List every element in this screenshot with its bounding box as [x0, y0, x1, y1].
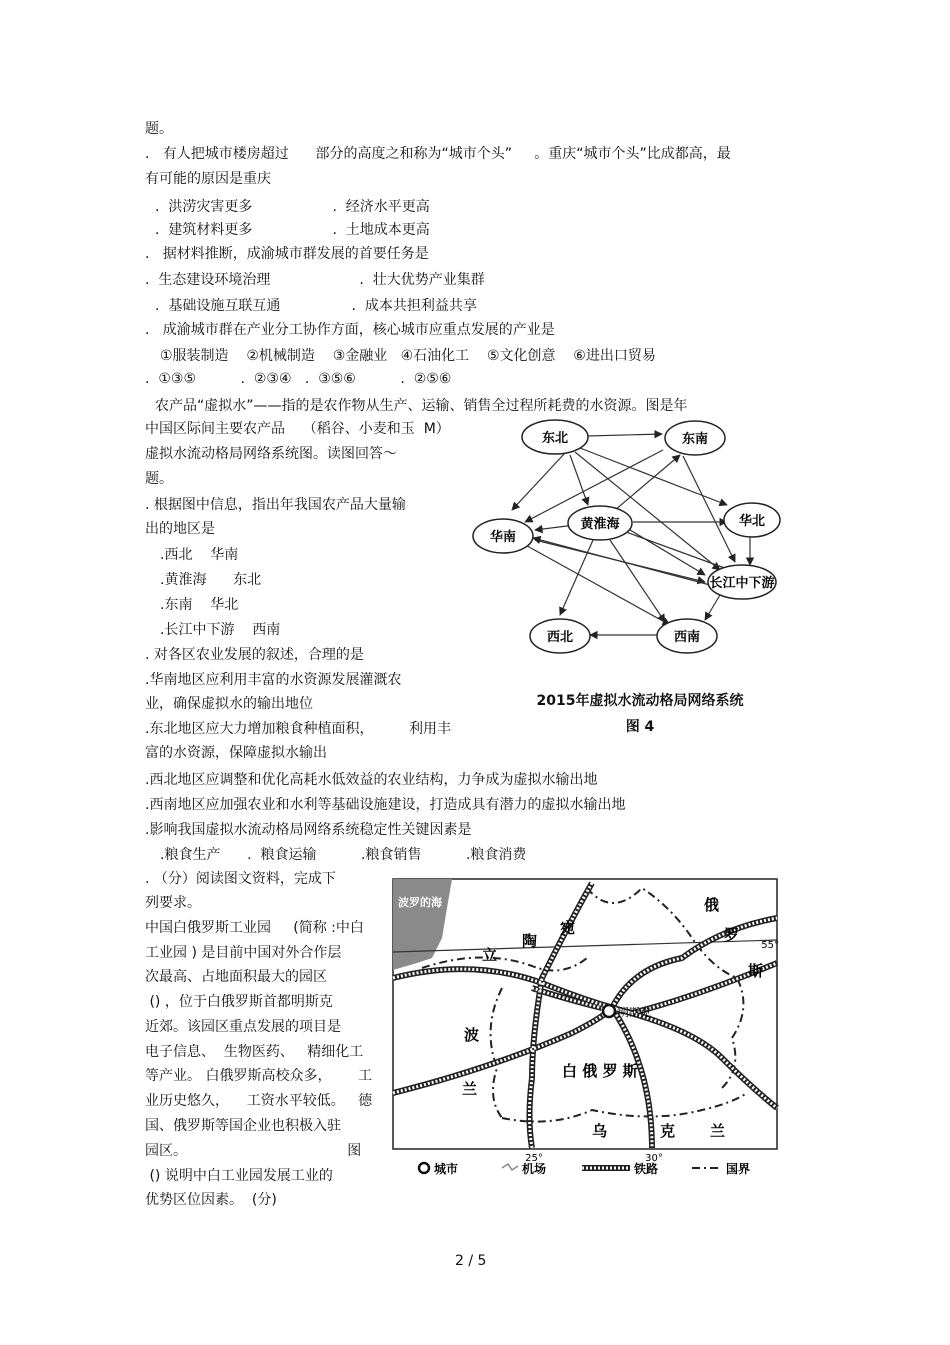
node-xibei: [530, 619, 590, 653]
text-line: . 洪涝灾害更多 . 经济水平更高: [155, 199, 430, 215]
text-line: .影响我国虚拟水流动格局网络系统稳定性关键因素是: [145, 822, 472, 838]
svg-text:兰: 兰: [710, 1122, 726, 1140]
text-line: 虚拟水流动格局网络系统图。读图回答～: [145, 446, 397, 462]
text-line: () 说明中白工业园发展工业的: [145, 1168, 333, 1184]
svg-text:东南: 东南: [681, 432, 709, 447]
svg-text:明斯克: 明斯克: [618, 1006, 651, 1019]
text-line: 业历史悠久， 工资水平较低。 德: [145, 1093, 373, 1109]
belarus-map: [392, 878, 780, 1178]
node-xinan: [657, 619, 717, 653]
svg-text:波罗的海: 波罗的海: [398, 896, 442, 909]
text-line: 近郊。该园区重点发展的项目是: [145, 1019, 341, 1035]
svg-text:55°: 55°: [761, 940, 779, 951]
text-line: 国、俄罗斯等国企业也积极入驻: [145, 1118, 341, 1134]
text-line: . 对各区农业发展的叙述，合理的是: [145, 647, 364, 663]
text-line: 题。: [145, 471, 173, 487]
text-line: . 有人把城市楼房超过 部分的高度之和称为“城市个头” 。重庆“城市个头”比成都高，最: [145, 146, 731, 162]
text-line: 等产业。 白俄罗斯高校众多， 工: [145, 1068, 373, 1084]
svg-text:国界: 国界: [726, 1162, 751, 1176]
text-line: 园区。 图: [145, 1143, 362, 1159]
virtual-water-network-diagram: [465, 410, 785, 670]
text-line: .东北地区应大力增加粮食种植面积， 利用丰: [145, 721, 452, 737]
text-line: 次最高、占地面积最大的园区: [145, 969, 327, 985]
text-line: . 建筑材料更多 . 土地成本更高: [155, 222, 430, 238]
text-line: 农产品“虚拟水”——指的是农作物从生产、运输、销售全过程所耗费的水资源。图是年: [155, 398, 688, 414]
network-nodes: [473, 420, 780, 653]
text-line: .黄淮海 东北: [160, 572, 262, 588]
svg-text:东北: 东北: [541, 431, 569, 446]
text-line: ①服装制造 ②机械制造 ③金融业 ④石油化工 ⑤文化创意 ⑥进出口贸易: [160, 348, 656, 364]
text-line: 电子信息、 生物医药、 精细化工: [145, 1044, 364, 1060]
svg-text:乌: 乌: [592, 1122, 608, 1140]
svg-text:华南: 华南: [489, 530, 517, 545]
text-line: 工业园 ) 是目前中国对外合作层: [145, 945, 342, 961]
text-line: . 成渝城市群在产业分工协作方面，核心城市应重点发展的产业是: [145, 322, 555, 338]
text-line: .粮食生产 . 粮食运输 .粮食销售 .粮食消费: [160, 847, 527, 863]
text-line: 有可能的原因是重庆: [145, 171, 271, 187]
svg-text:陶: 陶: [522, 932, 538, 950]
text-line: 中国白俄罗斯工业园 (简称 :中白: [145, 920, 364, 936]
text-line: .西北 华南: [160, 547, 239, 563]
svg-text:黄淮海: 黄淮海: [580, 517, 620, 532]
text-line: . 根据图中信息，指出年我国农产品大量输: [145, 497, 406, 513]
text-line: .长江中下游 西南: [160, 622, 281, 638]
text-line: 列要求。: [145, 895, 201, 911]
text-line: 中国区际间主要农产品 （稻谷、小麦和玉 M）: [145, 421, 450, 437]
svg-text:波: 波: [464, 1026, 480, 1044]
text-line: .东南 华北: [160, 597, 239, 613]
text-line: 出的地区是: [145, 521, 215, 537]
svg-text:兰: 兰: [462, 1080, 478, 1098]
network-caption: 2015年虚拟水流动格局网络系统: [536, 693, 744, 709]
text-line: () ，位于白俄罗斯首都明斯克: [145, 994, 333, 1010]
svg-text:宛: 宛: [560, 919, 576, 937]
svg-text:白 俄 罗 斯: 白 俄 罗 斯: [562, 1062, 638, 1080]
page-number: 2 / 5: [455, 1253, 487, 1269]
svg-text:长江中下游: 长江中下游: [709, 576, 775, 591]
svg-text:罗: 罗: [724, 926, 740, 944]
svg-text:西南: 西南: [673, 630, 701, 645]
text-line: 业，确保虚拟水的输出地位: [145, 696, 313, 712]
svg-text:25°: 25°: [525, 1153, 543, 1164]
svg-text:克: 克: [660, 1122, 676, 1140]
node-dongbei: [522, 420, 588, 454]
network-figure-number: 图 4: [625, 719, 655, 735]
svg-text:斯: 斯: [748, 962, 764, 980]
svg-text:30°: 30°: [645, 1153, 663, 1164]
map-legend: [419, 1161, 750, 1176]
svg-text:俄: 俄: [704, 896, 720, 914]
svg-text:机场: 机场: [522, 1162, 547, 1176]
node-huabei: [724, 503, 780, 537]
text-line: . 生态建设环境治理 . 壮大优势产业集群: [145, 272, 485, 288]
minsk-city-marker: [603, 1005, 615, 1017]
text-line: . （分）阅读图文资料，完成下: [145, 871, 336, 887]
svg-text:城市: 城市: [434, 1162, 459, 1176]
text-line: . 基础设施互联互通 . 成本共担利益共享: [155, 298, 477, 314]
node-huanghuaihai: [568, 506, 632, 540]
text-line: . 据材料推断，成渝城市群发展的首要任务是: [145, 246, 429, 262]
text-line: .华南地区应利用丰富的水资源发展灌溉农: [145, 672, 402, 688]
text-line: 优势区位因素。 (分): [145, 1192, 277, 1208]
text-line: .西南地区应加强农业和水利等基础设施建设，打造成具有潜力的虚拟水输出地: [145, 797, 626, 813]
text-line: 富的水资源，保障虚拟水输出: [145, 745, 327, 761]
svg-text:华北: 华北: [738, 514, 766, 529]
text-line: 题。: [145, 121, 173, 137]
node-changjiang: [708, 565, 776, 599]
svg-text:立: 立: [482, 946, 498, 964]
svg-text:铁路: 铁路: [634, 1162, 659, 1176]
svg-text:西北: 西北: [546, 630, 574, 645]
text-line: . ①③⑤ . ②③④ . ③⑤⑥ . ②⑤⑥: [145, 371, 452, 387]
node-huanan: [473, 519, 533, 553]
flow-arrows: [512, 434, 750, 635]
text-line: .西北地区应调整和优化高耗水低效益的农业结构，力争成为虚拟水输出地: [145, 772, 598, 788]
node-dongnan: [665, 421, 725, 455]
